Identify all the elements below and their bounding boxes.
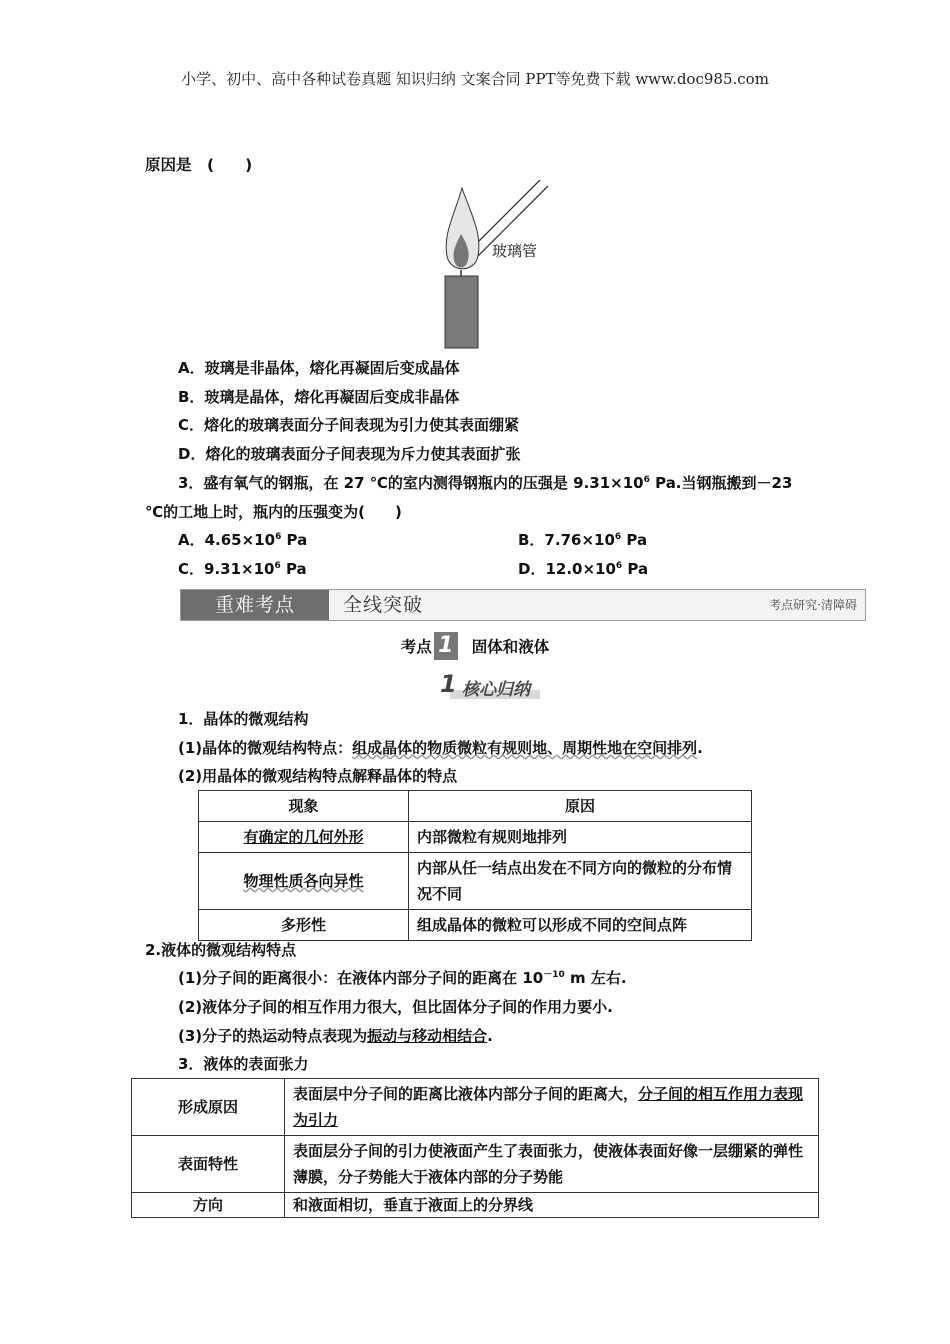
header-phenomenon: 现象 bbox=[199, 791, 409, 822]
q3-b-pre: B．7.76×10 bbox=[518, 531, 615, 549]
option-d: D．熔化的玻璃表面分子间表现为斥力使其表面扩张 bbox=[178, 445, 521, 463]
glass-tube-label: 玻璃管 bbox=[492, 242, 538, 260]
row-text-property: 表面层分子间的引力使液面产生了表面张力，使液体表面好像一层绷紧的弹性薄膜，分子势能大于液体内部的分子势能 bbox=[285, 1136, 819, 1193]
row-label-formation: 形成原因 bbox=[132, 1079, 285, 1136]
candle-figure bbox=[430, 178, 550, 350]
banner-light-label: 全线突破 bbox=[343, 594, 424, 616]
topic-number-badge: 1 bbox=[434, 632, 458, 660]
q3-d-pre: D．12.0×10 bbox=[518, 560, 616, 578]
row2-reason: 内部从任一结点出发在不同方向的微粒的分布情况不同 bbox=[409, 853, 752, 910]
q3-option-d bbox=[518, 558, 648, 579]
q3-option-b bbox=[518, 529, 647, 550]
section2-point2: (2)液体分子间的相互作用力很大，但比固体分子间的作用力要小. bbox=[178, 998, 613, 1016]
s2-p3-end: . bbox=[487, 1027, 493, 1045]
table-row bbox=[132, 1079, 819, 1136]
section1-point2: (2)用晶体的微观结构特点解释晶体的特点 bbox=[178, 767, 458, 785]
row1-phenomenon: 有确定的几何外形 bbox=[243, 828, 364, 846]
banner-arrow bbox=[309, 590, 329, 620]
formation-text-emphasis: 分子间的相互作用力表现为引力 bbox=[293, 1085, 804, 1129]
section-banner bbox=[180, 589, 866, 621]
table-row bbox=[132, 1136, 819, 1193]
formation-text-pre: 表面层中分子间的距离比液体内部分子间的距离大， bbox=[293, 1085, 639, 1103]
q3-d-post: Pa bbox=[622, 560, 649, 578]
q3-c-pre: C．9.31×10 bbox=[178, 560, 275, 578]
q3-line2: ℃的工地上时，瓶内的压强变为( ) bbox=[145, 503, 402, 521]
table-row bbox=[199, 910, 752, 941]
s2-p1-sup: －10 bbox=[543, 970, 565, 980]
table-row bbox=[132, 1193, 819, 1218]
q3-c-post: Pa bbox=[280, 560, 307, 578]
q3-a-sup: 6 bbox=[275, 532, 282, 542]
row3-phenomenon: 多形性 bbox=[199, 910, 409, 941]
s2-p1-pre: (1)分子间的距离很小：在液体内部分子间的距离在 10 bbox=[178, 969, 544, 987]
q3-line1-post: Pa.当钢瓶搬到－23 bbox=[649, 474, 793, 492]
s1-p1-emphasis: 组成晶体的物质微粒有规则地、周期性地在空间排列 bbox=[352, 739, 698, 757]
q3-b-post: Pa bbox=[621, 531, 648, 549]
banner-dark-label: 重难考点 bbox=[181, 590, 329, 620]
option-b: B．玻璃是晶体，熔化再凝固后变成非晶体 bbox=[178, 388, 460, 406]
candle-flame-illustration bbox=[430, 178, 550, 350]
page-header: 小学、初中、高中各种试卷真题 知识归纳 文案合同 PPT等免费下载 www.doc985.com bbox=[181, 70, 769, 88]
section2-point1 bbox=[178, 967, 627, 988]
q3-option-c bbox=[178, 558, 307, 579]
topic-heading bbox=[0, 632, 950, 660]
q3-line1-sup: 6 bbox=[643, 475, 650, 485]
core-title: 核心归纳 bbox=[462, 680, 530, 700]
q3-a-post: Pa bbox=[281, 531, 308, 549]
s2-p3-emphasis: 振动与移动相结合 bbox=[367, 1027, 488, 1045]
section1-point1 bbox=[178, 737, 703, 758]
row2-phenomenon: 物理性质各向异性 bbox=[243, 872, 364, 890]
s2-p1-post: m 左右. bbox=[564, 969, 627, 987]
core-summary-heading bbox=[440, 672, 540, 700]
row1-reason: 内部微粒有规则地排列 bbox=[409, 822, 752, 853]
row-text-direction: 和液面相切，垂直于液面上的分界线 bbox=[285, 1193, 819, 1218]
row-label-property: 表面特性 bbox=[132, 1136, 285, 1193]
q3-d-sup: 6 bbox=[615, 561, 623, 571]
s1-p1-end: . bbox=[697, 739, 703, 757]
s1-p1-pre: (1)晶体的微观结构特点： bbox=[178, 739, 353, 757]
surface-tension-table bbox=[131, 1078, 819, 1218]
table-header-row bbox=[199, 791, 752, 822]
row-label-direction: 方向 bbox=[132, 1193, 285, 1218]
topic-prefix: 考点 bbox=[400, 638, 432, 656]
table-row bbox=[199, 853, 752, 910]
core-number: 1 bbox=[440, 670, 457, 698]
table-row bbox=[199, 822, 752, 853]
option-a: A．玻璃是非晶体，熔化再凝固后变成晶体 bbox=[178, 359, 460, 377]
row-text-formation bbox=[285, 1079, 819, 1136]
q3-line1 bbox=[178, 472, 792, 493]
s2-p3-pre: (3)分子的热运动特点表现为 bbox=[178, 1027, 368, 1045]
banner-right-label: 考点研究·清障碍 bbox=[769, 598, 857, 612]
option-c: C．熔化的玻璃表面分子间表现为引力使其表面绷紧 bbox=[178, 416, 520, 434]
q3-line1-pre: 3．盛有氧气的钢瓶，在 27 ℃的室内测得钢瓶内的压强是 9.31×10 bbox=[178, 474, 644, 492]
topic-title: 固体和液体 bbox=[471, 638, 550, 656]
q3-a-pre: A．4.65×10 bbox=[178, 531, 276, 549]
section2-title: 2.液体的微观结构特点 bbox=[145, 941, 297, 959]
row3-reason: 组成晶体的微粒可以形成不同的空间点阵 bbox=[409, 910, 752, 941]
section2-point3 bbox=[178, 1025, 493, 1046]
q3-b-sup: 6 bbox=[614, 532, 622, 542]
header-reason: 原因 bbox=[409, 791, 752, 822]
crystal-table bbox=[198, 790, 752, 941]
section3-title: 3．液体的表面张力 bbox=[178, 1055, 309, 1073]
question-intro: 原因是 ( ) bbox=[145, 156, 253, 174]
section1-title: 1．晶体的微观结构 bbox=[178, 710, 309, 728]
q3-c-sup: 6 bbox=[274, 561, 281, 571]
q3-option-a bbox=[178, 529, 307, 550]
